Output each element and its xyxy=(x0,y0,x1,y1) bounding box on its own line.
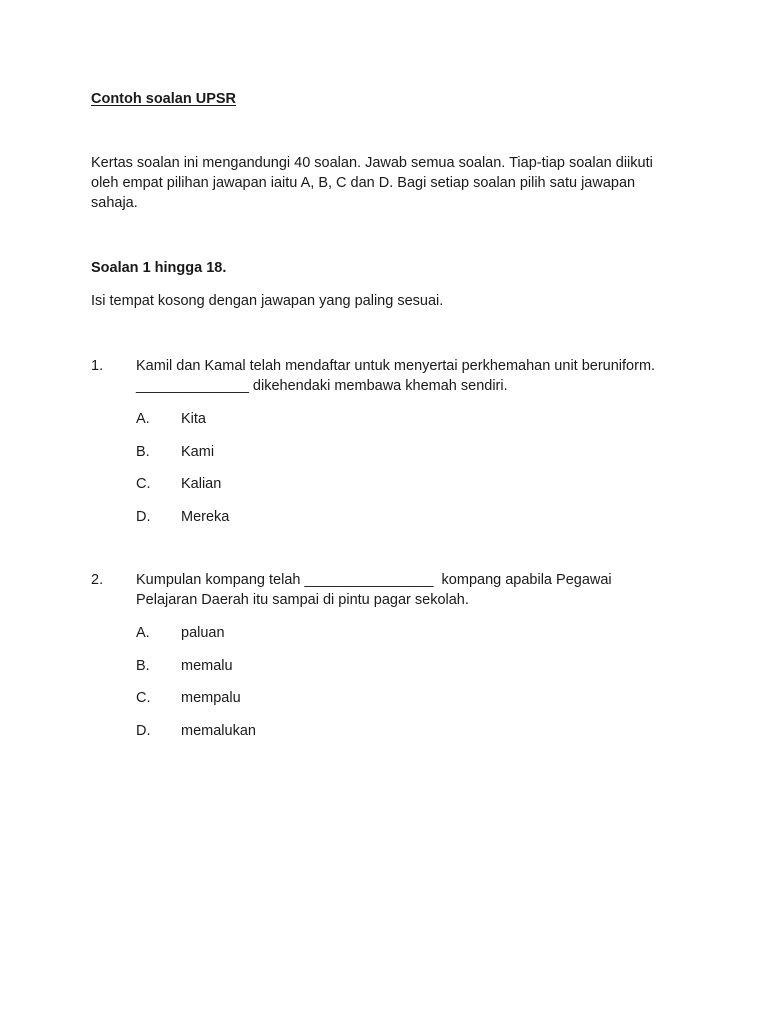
option-letter: D. xyxy=(136,723,151,740)
answer-options xyxy=(136,623,691,754)
question-number: 2. xyxy=(91,572,104,588)
option-letter: A. xyxy=(136,411,150,427)
option-text: Kalian xyxy=(181,476,222,493)
question-2 xyxy=(91,570,691,754)
question-1 xyxy=(91,356,691,540)
question-1-head xyxy=(91,356,691,396)
question-text-line: ______________ dikehendaki membawa khemah sendiri. xyxy=(136,378,508,394)
option-text: memalu xyxy=(181,657,233,674)
option-letter: D. xyxy=(136,509,151,526)
option-letter: C. xyxy=(136,690,151,707)
question-text xyxy=(136,356,691,396)
answer-option-c xyxy=(136,474,691,507)
question-number: 1. xyxy=(91,358,104,374)
answer-option-a xyxy=(136,409,691,442)
document-title: Contoh soalan UPSR xyxy=(91,91,237,107)
option-text: Kita xyxy=(181,411,206,427)
question-text-line: Kumpulan kompang telah ________________ kompang apabila Pegawai xyxy=(136,572,612,588)
answer-option-c xyxy=(136,688,691,721)
option-letter: B. xyxy=(136,443,150,460)
answer-options xyxy=(136,409,691,540)
answer-option-b xyxy=(136,442,691,475)
answer-option-d xyxy=(136,507,691,540)
question-text xyxy=(136,570,691,610)
option-letter: C. xyxy=(136,476,151,493)
answer-option-a xyxy=(136,623,691,656)
option-text: memalukan xyxy=(181,723,256,740)
question-text-line: Pelajaran Daerah itu sampai di pintu pagar sekolah. xyxy=(136,592,469,608)
instruction-text: Isi tempat kosong dengan jawapan yang paling sesuai. xyxy=(91,293,444,309)
option-letter: B. xyxy=(136,657,150,674)
option-letter: A. xyxy=(136,625,150,641)
answer-option-d xyxy=(136,721,691,754)
intro-paragraph: Kertas soalan ini mengandungi 40 soalan. Jawab semua soalan. Tiap-tiap soalan diikuti oleh empat pilihan jawapan iaitu A, B, C dan D. Bagi setiap soalan pilih satu jawapan sahaja. xyxy=(91,155,653,211)
question-2-head xyxy=(91,570,691,610)
question-text-line: Kamil dan Kamal telah mendaftar untuk menyertai perkhemahan unit beruniform. xyxy=(136,358,656,374)
option-text: mempalu xyxy=(181,690,241,707)
section-heading: Soalan 1 hingga 18. xyxy=(91,260,227,276)
option-text: paluan xyxy=(181,625,225,641)
answer-option-b xyxy=(136,656,691,689)
option-text: Mereka xyxy=(181,509,230,526)
option-text: Kami xyxy=(181,443,215,460)
